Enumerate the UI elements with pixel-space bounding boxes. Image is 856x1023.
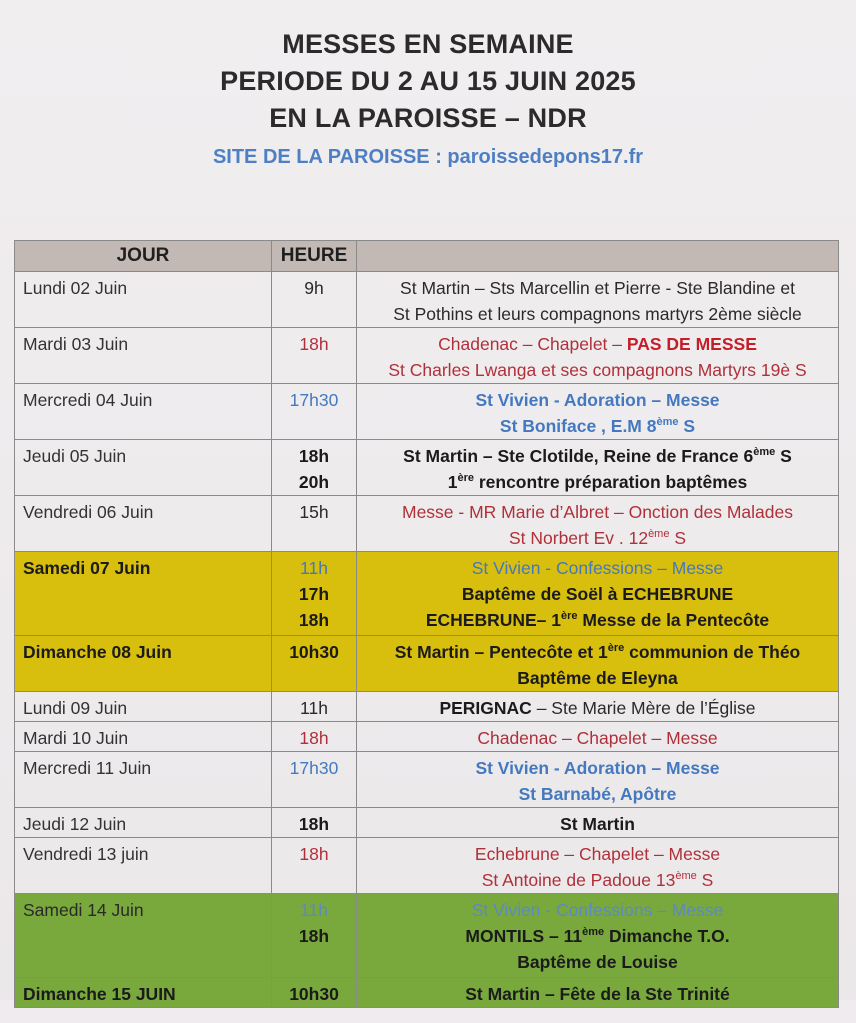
day-cell: Mercredi 04 Juin bbox=[15, 384, 272, 440]
description-cell: St Vivien - Confessions – Messe Baptême de Soël à ECHEBRUNE ECHEBRUNE– 1ère Messe de la Pentecôte bbox=[357, 552, 839, 636]
title-line-2: PERIODE DU 2 AU 15 JUIN 2025 bbox=[220, 66, 636, 96]
hour-cell: 11h 18h bbox=[272, 894, 357, 978]
table-row bbox=[15, 384, 839, 440]
day-cell: Mercredi 11 Juin bbox=[15, 752, 272, 808]
description-cell: St Martin – Ste Clotilde, Reine de France 6ème S 1ère rencontre préparation baptêmes bbox=[357, 440, 839, 496]
hour-cell: 17h30 bbox=[272, 752, 357, 808]
day-cell: Jeudi 12 Juin bbox=[15, 808, 272, 838]
table-row bbox=[15, 272, 839, 328]
day-cell: Lundi 02 Juin bbox=[15, 272, 272, 328]
hour-cell: 18h bbox=[272, 808, 357, 838]
day-cell: Jeudi 05 Juin bbox=[15, 440, 272, 496]
hour-cell: 18h bbox=[272, 328, 357, 384]
hour-cell: 18h bbox=[272, 838, 357, 894]
day-cell: Lundi 09 Juin bbox=[15, 692, 272, 722]
day-cell: Mardi 03 Juin bbox=[15, 328, 272, 384]
hour-cell: 18h 20h bbox=[272, 440, 357, 496]
description-cell: Chadenac – Chapelet – PAS DE MESSE St Charles Lwanga et ses compagnons Martyrs 19è S bbox=[357, 328, 839, 384]
table-row bbox=[15, 978, 839, 1008]
description-cell: St Martin – Pentecôte et 1ère communion de Théo Baptême de Eleyna bbox=[357, 636, 839, 692]
day-cell: Mardi 10 Juin bbox=[15, 722, 272, 752]
table-row bbox=[15, 722, 839, 752]
day-cell: Samedi 14 Juin bbox=[15, 894, 272, 978]
table-row bbox=[15, 808, 839, 838]
table-row bbox=[15, 894, 839, 978]
description-cell: Chadenac – Chapelet – Messe bbox=[357, 722, 839, 752]
notice-header bbox=[0, 26, 856, 171]
description-cell: PERIGNAC – Ste Marie Mère de l’Église bbox=[357, 692, 839, 722]
description-cell: St Martin bbox=[357, 808, 839, 838]
day-cell: Vendredi 13 juin bbox=[15, 838, 272, 894]
hour-cell: 17h30 bbox=[272, 384, 357, 440]
table-header-row bbox=[15, 241, 839, 272]
mass-schedule-table bbox=[14, 240, 839, 1008]
description-cell: Echebrune – Chapelet – Messe St Antoine de Padoue 13ème S bbox=[357, 838, 839, 894]
table-row bbox=[15, 552, 839, 636]
day-cell: Dimanche 15 JUIN bbox=[15, 978, 272, 1008]
description-cell: St Martin – Sts Marcellin et Pierre - Ste Blandine et St Pothins et leurs compagnons martyrs 2ème siècle bbox=[357, 272, 839, 328]
table-row bbox=[15, 838, 839, 894]
description-cell: St Vivien - Confessions – Messe MONTILS – 11ème Dimanche T.O. Baptême de Louise bbox=[357, 894, 839, 978]
hour-cell: 15h bbox=[272, 496, 357, 552]
day-cell: Dimanche 08 Juin bbox=[15, 636, 272, 692]
column-header-hour: HEURE bbox=[272, 241, 357, 272]
day-cell: Vendredi 06 Juin bbox=[15, 496, 272, 552]
table-row bbox=[15, 752, 839, 808]
table-row bbox=[15, 440, 839, 496]
description-cell: St Vivien - Adoration – Messe St Boniface , E.M 8ème S bbox=[357, 384, 839, 440]
title-line-3: EN LA PAROISSE – NDR bbox=[269, 103, 587, 133]
column-header-day: JOUR bbox=[15, 241, 272, 272]
description-cell: St Martin – Fête de la Ste Trinité bbox=[357, 978, 839, 1008]
hour-cell: 11h bbox=[272, 692, 357, 722]
description-cell: St Vivien - Adoration – Messe St Barnabé, Apôtre bbox=[357, 752, 839, 808]
title-line-1: MESSES EN SEMAINE bbox=[282, 29, 574, 59]
cancelled-mass-notice: PAS DE MESSE bbox=[626, 334, 757, 354]
table-row bbox=[15, 328, 839, 384]
hour-cell: 18h bbox=[272, 722, 357, 752]
hour-cell: 10h30 bbox=[272, 978, 357, 1008]
hour-cell: 9h bbox=[272, 272, 357, 328]
table-row bbox=[15, 496, 839, 552]
description-cell: Messe - MR Marie d’Albret – Onction des Malades St Norbert Ev . 12ème S bbox=[357, 496, 839, 552]
parish-website: SITE DE LA PAROISSE : paroissedepons17.fr bbox=[212, 146, 644, 168]
hour-cell: 11h 17h 18h bbox=[272, 552, 357, 636]
table-row bbox=[15, 636, 839, 692]
hour-cell: 10h30 bbox=[272, 636, 357, 692]
table-row bbox=[15, 692, 839, 722]
column-header-description bbox=[357, 241, 839, 272]
day-cell: Samedi 07 Juin bbox=[15, 552, 272, 636]
